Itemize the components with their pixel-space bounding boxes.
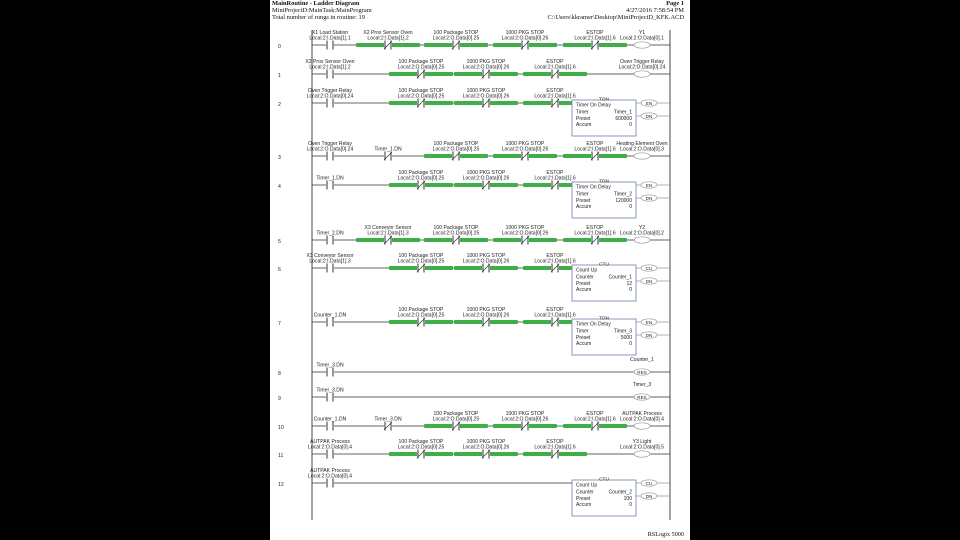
block-param-label: Counter	[576, 489, 594, 496]
contact-address: Timer_3.DN	[316, 387, 344, 394]
output-tag-name: Heating Element Oven	[616, 141, 668, 147]
block-param-value: Counter_2	[608, 489, 632, 496]
contact-tag-name: 1000 PKG STOP	[466, 170, 506, 176]
contact-tag-name: 1000 PKG STOP	[505, 30, 545, 36]
contact-address: Local:2:I.Data[1].2	[367, 35, 409, 42]
contact-tag-name: 1000 PKG STOP	[505, 225, 545, 231]
contact-address: Local:2:I.Data[1].6	[534, 175, 576, 182]
block-param-value: 12	[626, 280, 632, 287]
contact-address: Local:2:O.Data[0].26	[462, 93, 510, 100]
report-title: MainRoutine - Ladder Diagram	[272, 0, 360, 7]
contact-address: Local:2:I.Data[1].6	[534, 64, 576, 71]
rung-number: 2	[278, 102, 281, 108]
contact-tag-name: 1000 PKG STOP	[505, 411, 545, 417]
software-footer: RSLogix 5000	[647, 531, 684, 538]
block-param-label: Timer	[576, 191, 589, 198]
contact-tag-name: ESTOP	[546, 59, 564, 65]
contact-address: Local:2:O.Data[0].24	[306, 93, 354, 100]
output-address: Local:2:O.Data[0].1	[620, 35, 664, 42]
contact-address: Local:2:O.Data[0].25	[397, 175, 445, 182]
contact-address: Counter_1.DN	[313, 312, 347, 319]
contact-tag-name: 100 Package STOP	[433, 141, 479, 147]
contact-tag-name: 1000 PKG STOP	[466, 439, 506, 445]
rung-number: 9	[278, 396, 281, 402]
block-bit-label: DN	[645, 278, 653, 284]
output-tag-name: Y1	[638, 30, 646, 36]
rung-number: 6	[278, 267, 281, 273]
contact-address: Local:2:I.Data[1].6	[574, 35, 616, 42]
block-param-label: Accum	[576, 341, 592, 348]
contact-address: Local:2:O.Data[0].26	[501, 230, 549, 237]
contact-tag-name: X3 Conveyor Sensor	[306, 253, 354, 259]
contact-address: Local:2:I.Data[1].6	[534, 93, 576, 100]
output-coil	[634, 71, 650, 77]
ladder-report-page	[270, 0, 690, 540]
contact-tag-name: 100 Package STOP	[398, 439, 444, 445]
output-address: Local:2:O.Data[0].24	[618, 64, 666, 71]
contact-address: Local:2:O.Data[0].25	[397, 93, 445, 100]
contact-address: Local:2:O.Data[0].26	[462, 64, 510, 71]
block-param-value: Timer_2	[613, 191, 632, 198]
contact-tag-name: 100 Package STOP	[433, 30, 479, 36]
contact-tag-name: ESTOP	[586, 411, 604, 417]
rung-number: 1	[278, 73, 281, 79]
rung-count: Total number of rungs in routine: 19	[272, 14, 365, 21]
contact-address: Local:2:O.Data[0].25	[397, 444, 445, 451]
contact-address: Local:2:O.Data[0].4	[308, 444, 352, 451]
block-title: Count Up	[576, 482, 598, 489]
contact-address: Local:2:I.Data[1].6	[534, 258, 576, 265]
contact-address: Local:2:O.Data[0].25	[397, 312, 445, 319]
output-coil	[634, 423, 650, 429]
block-mnemonic: TON	[598, 97, 610, 103]
block-param-value: Timer_1	[613, 109, 632, 116]
output-coil	[634, 42, 650, 48]
output-coil	[634, 153, 650, 159]
block-title: Count Up	[576, 267, 598, 274]
block-param-value: 0	[629, 204, 632, 211]
block-param-label: Timer	[576, 109, 589, 116]
ladder-diagram	[270, 0, 690, 540]
contact-tag-name: X2 Prox Sensor Oven	[363, 30, 413, 36]
contact-address: Local:2:I.Data[1].2	[309, 64, 351, 71]
contact-tag-name: 100 Package STOP	[398, 307, 444, 313]
contact-tag-name: ESTOP	[546, 170, 564, 176]
contact-tag-name: 100 Package STOP	[398, 88, 444, 94]
contact-address: Counter_1.DN	[313, 416, 347, 423]
contact-address: Local:2:I.Data[1].3	[309, 258, 351, 265]
rung-number: 8	[278, 371, 281, 377]
block-param-value: 100	[623, 495, 632, 502]
contact-address: Local:2:I.Data[1].6	[574, 146, 616, 153]
contact-tag-name: AUTPAK Process	[310, 439, 350, 445]
output-tag-name: AUTPAK Process	[622, 411, 662, 417]
block-param-label: Timer	[576, 328, 589, 335]
block-param-label: Preset	[576, 280, 591, 287]
contact-tag-name: 1000 PKG STOP	[466, 253, 506, 259]
block-param-value: Timer_3	[613, 328, 632, 335]
output-tag-name: Oven Trigger Relay	[620, 59, 664, 65]
block-bit-label: CU	[645, 265, 653, 271]
contact-tag-name: 1000 PKG STOP	[466, 59, 506, 65]
contact-address: Timer_3.DN	[316, 362, 344, 369]
block-mnemonic: TON	[598, 316, 610, 322]
output-tag-name: Y3 Light	[632, 439, 652, 445]
print-datetime: 4/27/2016 7:58:54 PM	[626, 7, 684, 14]
reset-label: RES	[637, 394, 647, 400]
contact-tag-name: 100 Package STOP	[398, 253, 444, 259]
contact-address: Timer_2.DN	[316, 230, 344, 237]
rung-number: 10	[278, 425, 284, 431]
output-tag-name: Timer_3	[632, 382, 652, 388]
contact-tag-name: 1000 PKG STOP	[505, 141, 545, 147]
output-address: Local:2:O.Data[0].4	[620, 416, 664, 423]
rung-number: 3	[278, 155, 281, 161]
block-title: Timer On Delay	[576, 102, 611, 109]
contact-address: Local:2:I.Data[1].1	[309, 35, 351, 42]
project-file-path: C:\Users\kkramer\Desktop\MiniProjectD_KFK.ACD	[547, 14, 684, 21]
block-param-label: Accum	[576, 287, 592, 294]
output-coil	[634, 451, 650, 457]
block-bit-label: DN	[645, 113, 653, 119]
rung-number: 5	[278, 239, 281, 245]
output-coil	[634, 237, 650, 243]
block-param-label: Accum	[576, 122, 592, 129]
contact-address: Local:2:O.Data[0].25	[432, 230, 480, 237]
block-param-value: 0	[629, 502, 632, 509]
block-param-value: 0	[629, 122, 632, 129]
contact-address: Local:2:O.Data[0].26	[462, 175, 510, 182]
block-bit-label: EN	[645, 319, 653, 325]
block-param-value: 120000	[615, 197, 632, 204]
block-title: Timer On Delay	[576, 184, 611, 191]
block-bit-label: EN	[645, 100, 653, 106]
contact-tag-name: ESTOP	[586, 225, 604, 231]
contact-tag-name: ESTOP	[546, 307, 564, 313]
output-address: Local:2:O.Data[0].2	[620, 230, 664, 237]
contact-tag-name: ESTOP	[586, 30, 604, 36]
block-param-label: Preset	[576, 495, 591, 502]
rung-number: 12	[278, 482, 284, 488]
contact-address: Timer_1.DN	[374, 146, 402, 153]
contact-address: Local:2:O.Data[0].26	[501, 35, 549, 42]
output-address: Local:2:O.Data[0].3	[620, 146, 664, 153]
contact-address: Local:2:I.Data[1].6	[534, 444, 576, 451]
contact-tag-name: X3 Conveyor Sensor	[364, 225, 412, 231]
block-param-label: Counter	[576, 274, 594, 281]
block-bit-label: DN	[645, 332, 653, 338]
contact-tag-name: 100 Package STOP	[433, 411, 479, 417]
block-param-label: Preset	[576, 197, 591, 204]
contact-address: Local:2:O.Data[0].26	[462, 312, 510, 319]
block-param-label: Preset	[576, 115, 591, 122]
contact-address: Local:2:O.Data[0].25	[432, 146, 480, 153]
contact-address: Local:2:O.Data[0].26	[462, 444, 510, 451]
contact-tag-name: ESTOP	[546, 439, 564, 445]
rung-number: 7	[278, 321, 281, 327]
contact-tag-name: Oven Trigger Relay	[308, 88, 352, 94]
block-bit-label: EN	[645, 182, 653, 188]
output-address: Local:2:O.Data[0].5	[620, 444, 664, 451]
contact-address: Timer_3.DN	[374, 416, 402, 423]
contact-tag-name: ESTOP	[546, 88, 564, 94]
contact-tag-name: AUTPAK Process	[310, 468, 350, 474]
contact-tag-name: ESTOP	[546, 253, 564, 259]
rung-number: 4	[278, 184, 281, 190]
contact-tag-name: 1000 PKG STOP	[466, 307, 506, 313]
contact-address: Local:2:I.Data[1].6	[574, 416, 616, 423]
contact-address: Local:2:O.Data[0].25	[397, 64, 445, 71]
contact-tag-name: Oven Trigger Relay	[308, 141, 352, 147]
contact-address: Local:2:O.Data[0].26	[501, 146, 549, 153]
reset-label: RES	[637, 369, 647, 375]
block-param-value: 0	[629, 287, 632, 294]
block-bit-label: DN	[645, 195, 653, 201]
program-path: MiniProjectD:MainTask:MainProgram	[272, 7, 372, 14]
contact-address: Local:2:O.Data[0].24	[306, 146, 354, 153]
block-mnemonic: TON	[598, 179, 610, 185]
contact-address: Local:2:O.Data[0].25	[432, 416, 480, 423]
block-mnemonic: CTU	[599, 262, 609, 268]
contact-address: Local:2:O.Data[0].26	[501, 416, 549, 423]
contact-address: Local:2:I.Data[1].6	[534, 312, 576, 319]
contact-tag-name: 1000 PKG STOP	[466, 88, 506, 94]
contact-address: Local:2:I.Data[1].3	[367, 230, 409, 237]
contact-tag-name: 100 Package STOP	[398, 59, 444, 65]
output-tag-name: Counter_1	[630, 357, 654, 363]
block-param-value: 0	[629, 341, 632, 348]
contact-tag-name: 100 Package STOP	[398, 170, 444, 176]
block-param-value: Counter_1	[608, 274, 632, 281]
contact-address: Local:2:I.Data[1].6	[574, 230, 616, 237]
block-param-value: 5000	[620, 334, 632, 341]
contact-address: Local:2:O.Data[0].26	[462, 258, 510, 265]
contact-address: Local:2:O.Data[0].25	[432, 35, 480, 42]
block-param-label: Preset	[576, 334, 591, 341]
page-number: Page 1	[666, 0, 684, 7]
contact-address: Local:2:O.Data[0].25	[397, 258, 445, 265]
rung-number: 0	[278, 44, 281, 50]
contact-address: Local:2:O.Data[0].4	[308, 473, 352, 480]
block-param-value: 600000	[615, 115, 632, 122]
block-bit-label: DN	[645, 493, 653, 499]
block-title: Timer On Delay	[576, 321, 611, 328]
rung-number: 11	[278, 453, 284, 459]
contact-address: Timer_1.DN	[316, 175, 344, 182]
contact-tag-name: 100 Package STOP	[433, 225, 479, 231]
block-param-label: Accum	[576, 204, 592, 211]
block-bit-label: CU	[645, 480, 653, 486]
block-param-label: Accum	[576, 502, 592, 509]
output-tag-name: Y2	[638, 225, 646, 231]
contact-tag-name: X2 Prox Sensor Oven	[305, 59, 355, 65]
contact-tag-name: ESTOP	[586, 141, 604, 147]
contact-tag-name: X1 Load Station	[311, 30, 349, 36]
block-mnemonic: CTU	[599, 477, 609, 483]
